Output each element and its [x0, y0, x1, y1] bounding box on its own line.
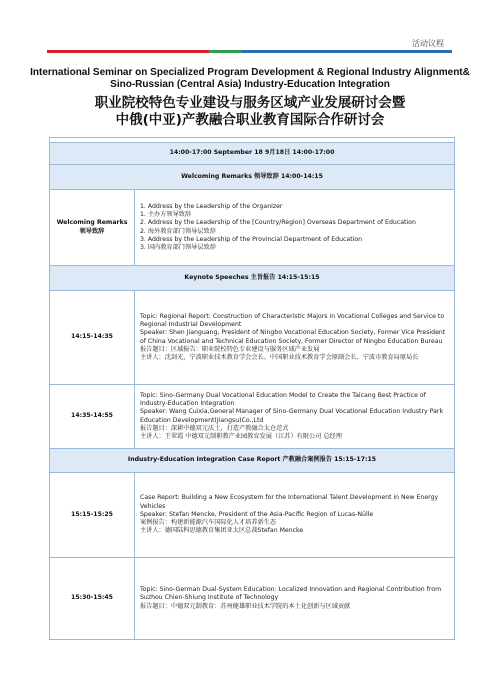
chinese-title-line-1: 职业院校特色专业建设与服务区域产业发展研讨会暨 — [94, 95, 406, 111]
welcoming-line: 1. 主办方领导致辞 — [140, 210, 192, 218]
date-header: 14:00-17:00 September 18 9月18日 14:00-17:00 — [50, 143, 455, 165]
session-time: 14:35-14:55 — [50, 385, 135, 449]
session-speaker-zh: 主讲人：王翠霞 中德双元制职教产业园教育发展（江苏）有限公司 总经理 — [140, 433, 342, 441]
keynote-header-row — [50, 266, 455, 291]
session-topic-zh: 案例报告：构建新能源汽车国际化人才培养新生态 — [140, 519, 277, 527]
english-title-line-1: International Seminar on Specialized Program Development & Regional Industry Alignment& — [30, 67, 470, 78]
session-speaker: Speaker: Stefan Mencke, President of the Asia-Pacific Region of Lucas-Nülle — [140, 510, 374, 518]
session-topic-zh: 报告题目：中德双元制教育：苏州健雄职业技术学院的本土化创新与区域贡献 — [140, 602, 351, 610]
session-speaker: Speaker: Shen Jianguang, President of Ningbo Vocational Education Society, Former Vice President of China Vocational and Technical Education Society, Former Director of Ningbo Education Bureau — [140, 329, 446, 345]
session-topic: Topic: Regional Report: Construction of Characteristic Majors in Vocational Colleges and Service to Regional Industrial Development — [140, 312, 445, 328]
session-topic-zh: 报告题目：区域报告：职业院校特色专业建设与服务区域产业发展 — [140, 345, 320, 353]
english-title-line-2: Sino-Russian (Central Asia) Industry-Education Integration — [110, 79, 390, 90]
welcoming-line: 2. Address by the Leadership of the [Country/Region] Overseas Department of Education — [140, 219, 416, 227]
welcoming-header-row — [50, 165, 455, 190]
welcoming-line: 3. 国内教育部门领导层致辞 — [140, 244, 216, 252]
english-title — [20, 67, 480, 91]
date-row — [50, 143, 455, 165]
welcoming-label — [50, 190, 135, 266]
session-speaker-zh: 主讲人：德国陆科思德教育集团亚太区总裁Stefan Mencke — [140, 527, 304, 535]
case-header-row — [50, 449, 455, 473]
welcoming-label-zh: 领导致辞 — [79, 227, 105, 235]
session-topic-zh: 报告题目：深耕中德双元沃土，打造产教融合太仓范式 — [140, 424, 289, 432]
section-tag: 活动议程 — [412, 39, 444, 48]
welcoming-content — [135, 190, 455, 266]
keynote-row — [50, 291, 455, 385]
session-content — [135, 385, 455, 449]
welcoming-row — [50, 190, 455, 266]
case-row — [50, 473, 455, 558]
session-time: 14:15-14:35 — [50, 291, 135, 385]
welcoming-header: Welcoming Remarks 领导致辞 14:00-14:15 — [50, 165, 455, 190]
keynote-header: Keynote Speeches 主旨报告 14:15-15:15 — [50, 266, 455, 291]
session-time: 15:15-15:25 — [50, 473, 135, 558]
session-content — [135, 291, 455, 385]
session-speaker-zh: 主讲人：沈剑光，宁波职业技术教育学会会长、中国职业技术教育学会原副会长、宁波市教育局原局长 — [140, 354, 419, 362]
session-content — [135, 473, 455, 558]
welcoming-label-en: Welcoming Remarks — [56, 219, 128, 227]
color-rule — [47, 50, 452, 53]
chinese-title — [20, 95, 480, 129]
session-time: 15:30-15:45 — [50, 558, 135, 640]
session-topic: Topic: Sino-Germany Dual Vocational Education Model to Create the Taicang Best Practice of Industry-Education Integration — [140, 391, 426, 407]
chinese-title-line-2: 中俄(中亚)产教融合职业教育国际合作研讨会 — [115, 112, 385, 128]
session-topic: Case Report: Building a New Ecosystem for the International Talent Development in New Energy Vehicles — [140, 494, 439, 510]
session-content — [135, 558, 455, 640]
keynote-row — [50, 385, 455, 449]
session-topic: Topic: Sino-German Dual-System Education: Localized Innovation and Regional Contribution from Suzhou Chien-Shiung Institute of Technology — [140, 586, 442, 602]
welcoming-line: 2. 海外教育部门领导层致辞 — [140, 227, 216, 235]
agenda-table — [49, 137, 455, 640]
welcoming-line: 3. Address by the Leadership of the Provincial Department of Education — [140, 235, 363, 243]
case-row — [50, 558, 455, 640]
case-header: Industry-Education Integration Case Report 产教融合案例报告 15:15-17:15 — [50, 449, 455, 473]
welcoming-line: 1. Address by the Leadership of the Organizer — [140, 202, 283, 210]
session-speaker: Speaker: Wang Cuixia,General Manager of Sino-Germany Dual Vocational Education Industry Park Education Development(Jiangsu)Co.,Ltd — [140, 408, 444, 424]
